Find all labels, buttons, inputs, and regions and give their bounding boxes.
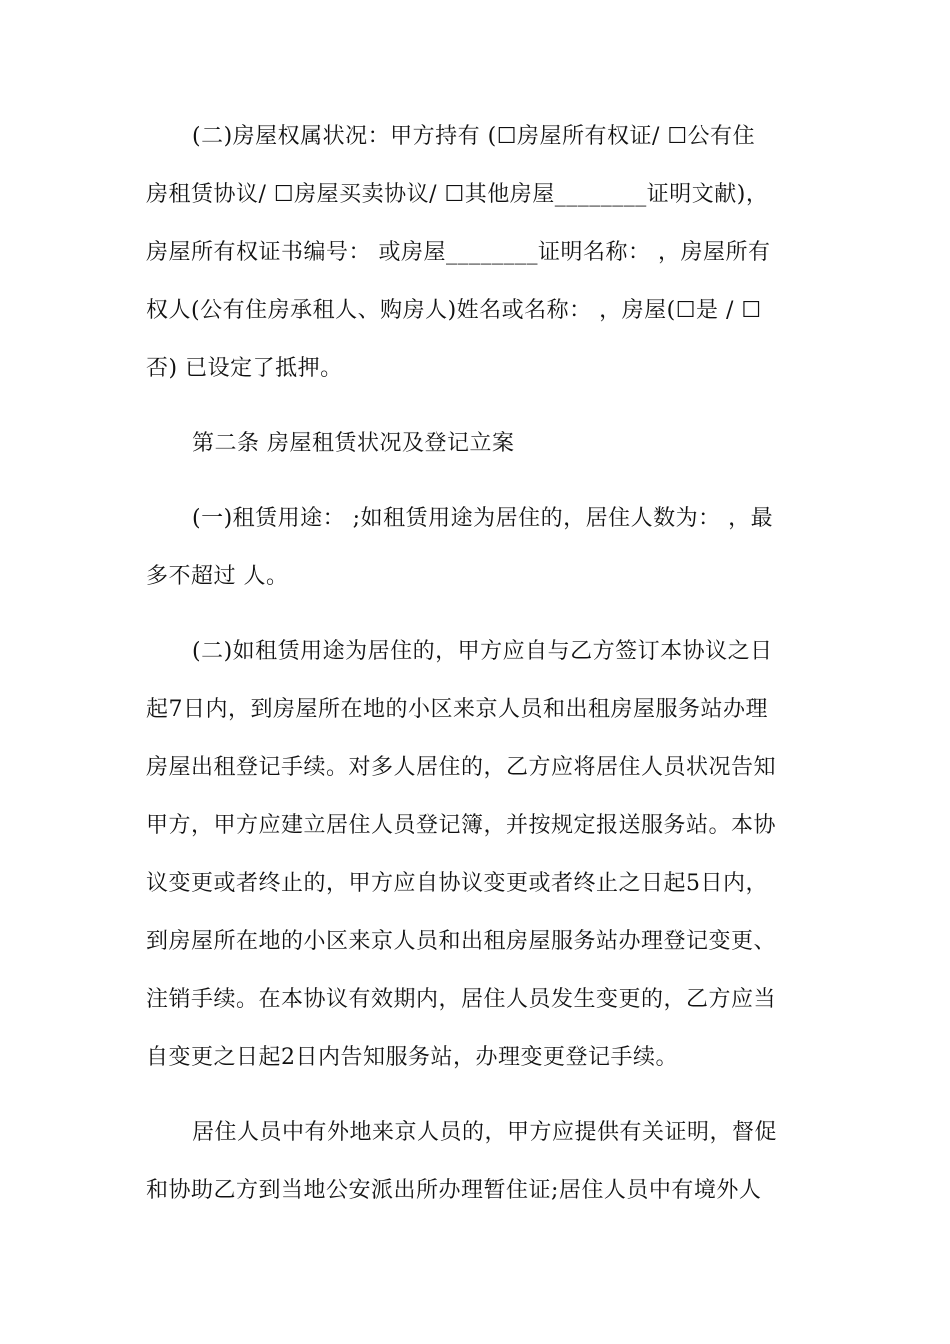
text-line: 注销手续。在本协议有效期内，居住人员发生变更的，乙方应当	[146, 987, 777, 1012]
text-line: 居住人员中有外地来京人员的，甲方应提供有关证明，督促	[192, 1120, 778, 1145]
text-line: 甲方，甲方应建立居住人员登记簿，并按规定报送服务站。本协	[146, 813, 777, 838]
text-line: 否) 已设定了抵押。	[146, 356, 343, 381]
text-line: (一)租赁用途： ;如租赁用途为居住的，居住人数为： ，最	[192, 506, 774, 531]
text-line: 多不超过 人。	[146, 564, 289, 589]
text-line: 权人(公有住房承租人、购房人)姓名或名称： ，房屋(☐是 / ☐	[146, 298, 762, 323]
text-line: 和协助乙方到当地公安派出所办理暂住证;居住人员中有境外人	[146, 1178, 762, 1203]
text-line: 到房屋所在地的小区来京人员和出租房屋服务站办理登记变更、	[146, 929, 777, 954]
text-line: 议变更或者终止的，甲方应自协议变更或者终止之日起5日内，	[146, 871, 768, 896]
text-line: (二)房屋权属状况：甲方持有 (☐房屋所有权证/ ☐公有住	[192, 124, 756, 149]
text-line: 自变更之日起2日内告知服务站，办理变更登记手续。	[146, 1045, 678, 1070]
text-line: 房屋所有权证书编号： 或房屋________证明名称： ，房屋所有	[146, 240, 771, 265]
text-line: 起7日内，到房屋所在地的小区来京人员和出租房屋服务站办理	[146, 697, 768, 722]
text-line: 房租赁协议/ ☐房屋买卖协议/ ☐其他房屋________证明文献)，	[146, 182, 769, 207]
section-heading: 第二条 房屋租赁状况及登记立案	[192, 431, 515, 456]
text-line: 房屋出租登记手续。对多人居住的，乙方应将居住人员状况告知	[146, 755, 777, 780]
text-line: (二)如租赁用途为居住的，甲方应自与乙方签订本协议之日	[192, 639, 773, 664]
